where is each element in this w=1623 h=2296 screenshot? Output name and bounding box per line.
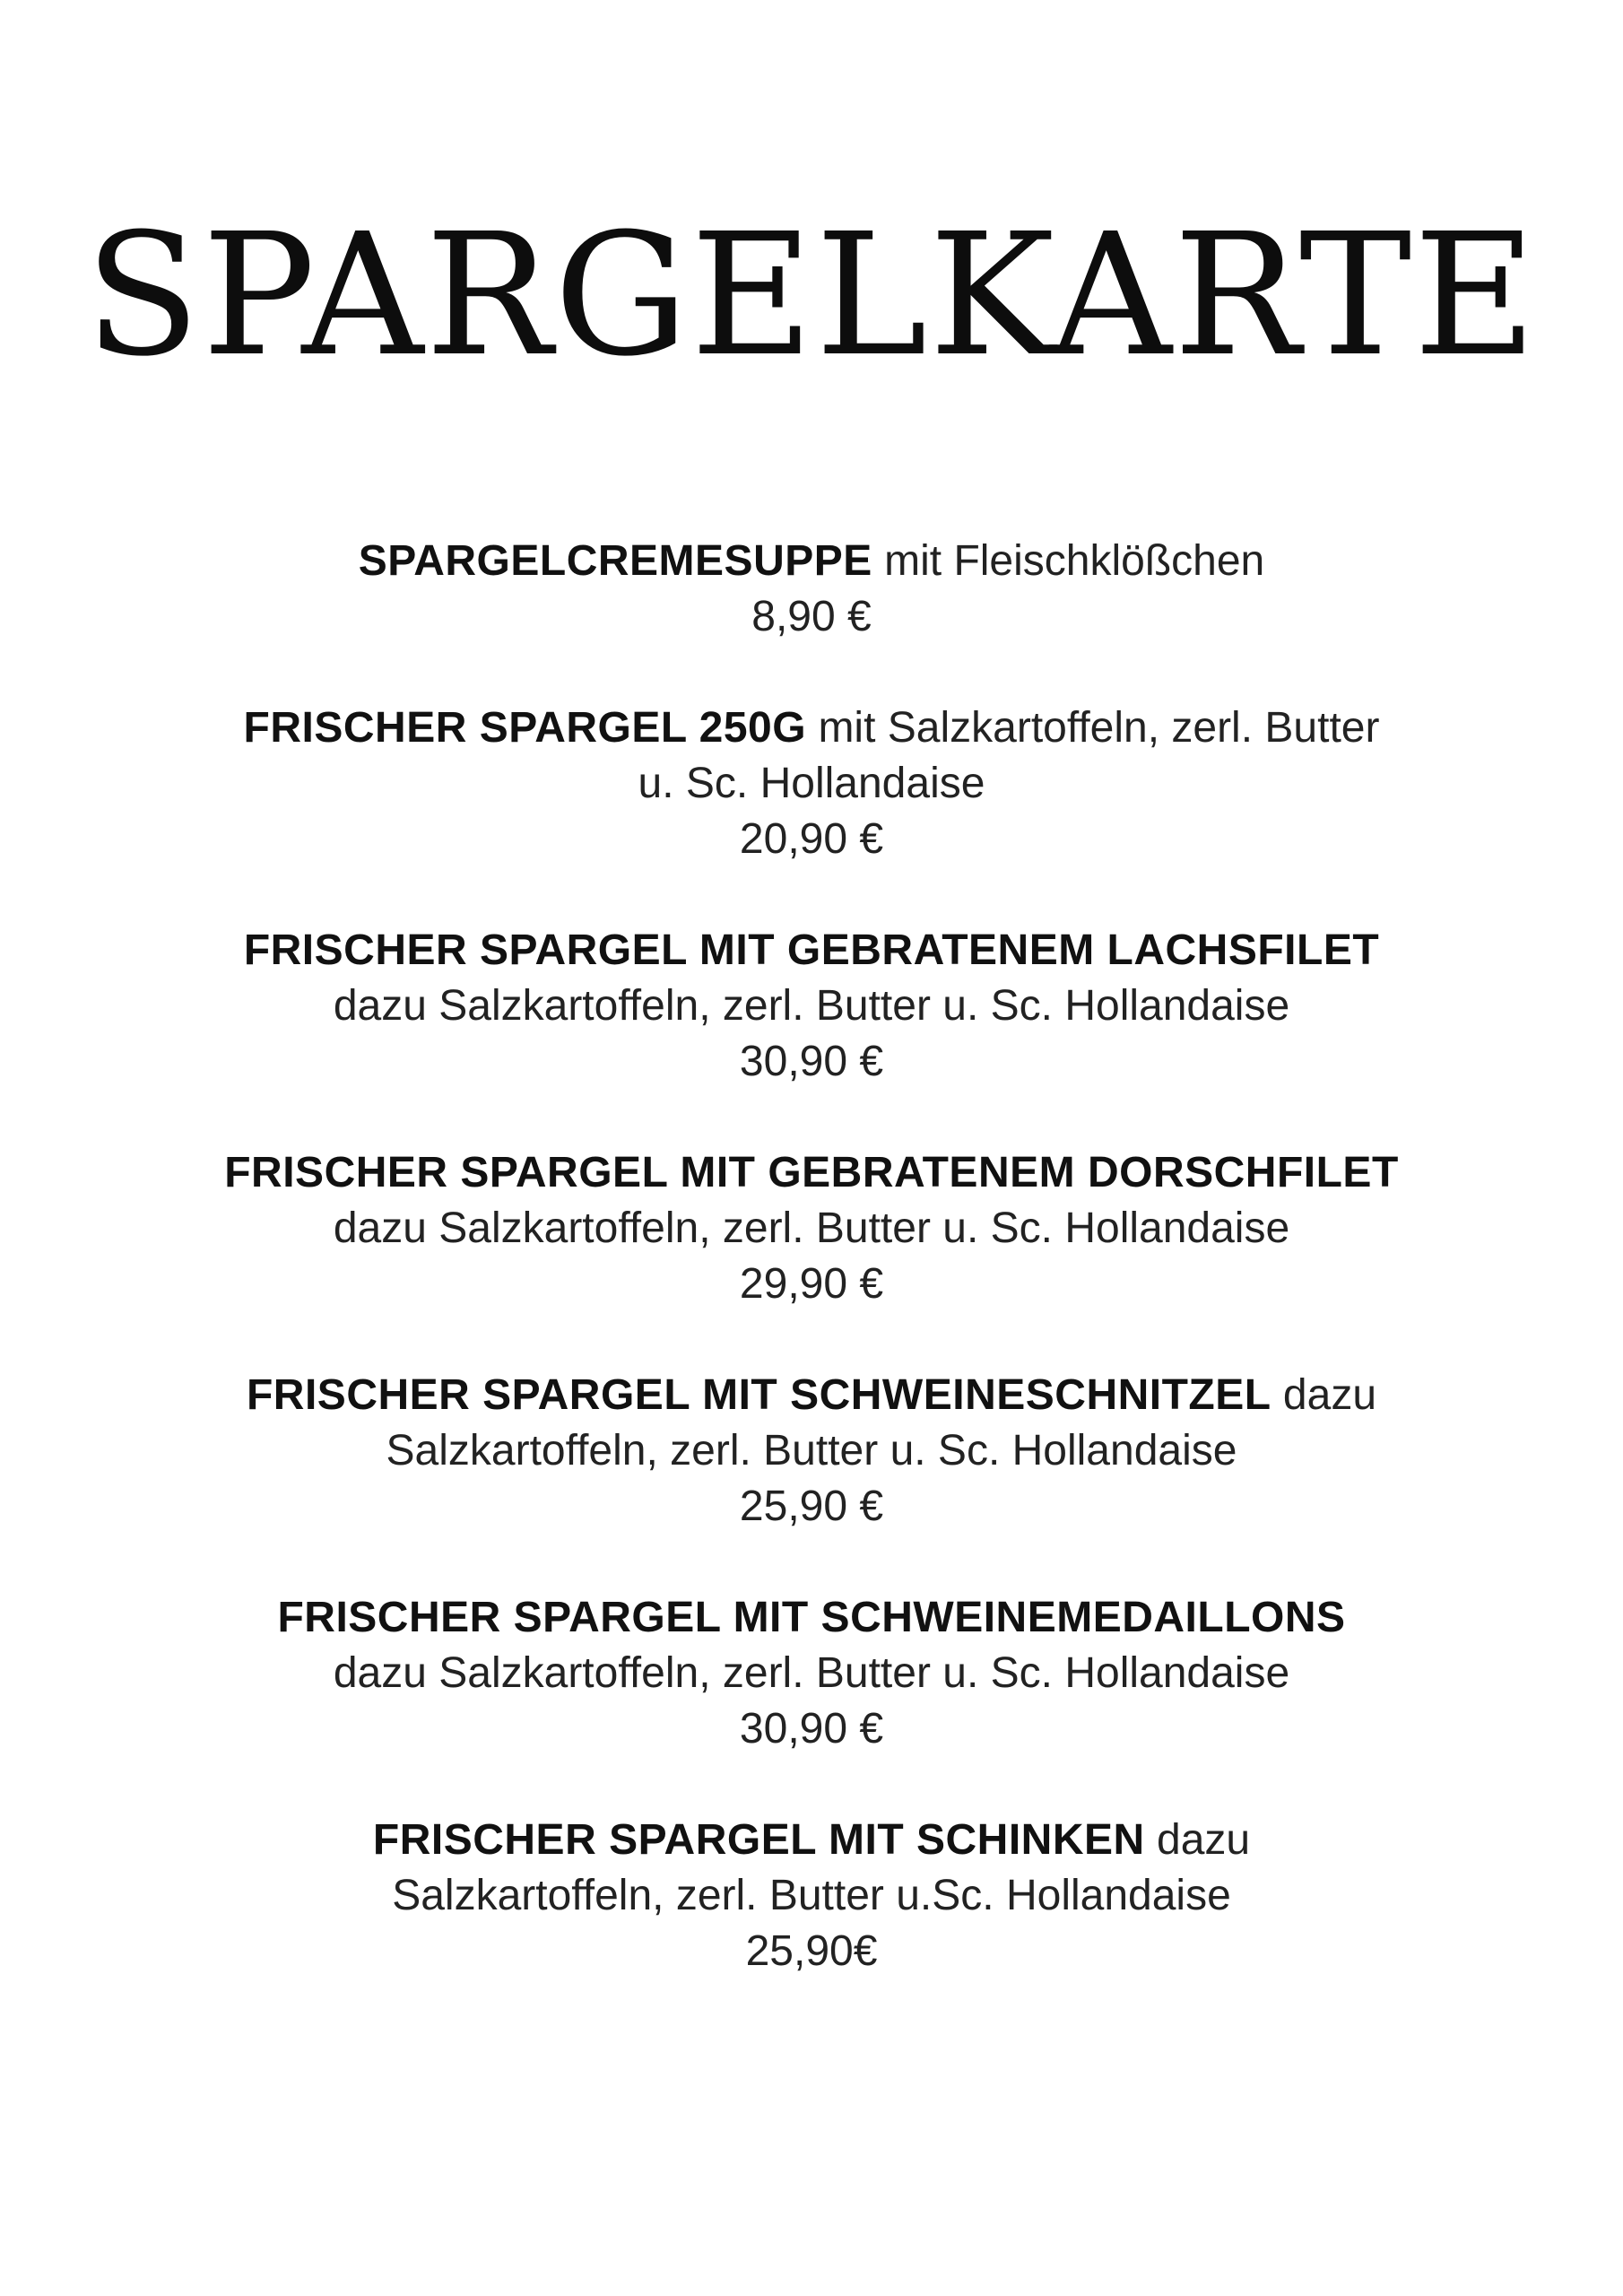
item-price: 30,90 € [739, 1705, 884, 1752]
menu-item [139, 1368, 1484, 1535]
item-price: 8,90 € [751, 593, 872, 640]
item-price: 20,90 € [739, 815, 884, 863]
item-description: mit Fleischklößchen [884, 537, 1265, 585]
item-description-line: Salzkartoffeln, zerl. Butter u. Sc. Hollandaise [386, 1427, 1237, 1474]
item-description-line: dazu Salzkartoffeln, zerl. Butter u. Sc. Hollandaise [333, 1205, 1290, 1252]
item-description-line: Salzkartoffeln, zerl. Butter u.Sc. Hollandaise [392, 1872, 1231, 1919]
item-name: FRISCHER SPARGEL MIT GEBRATENEM LACHSFILET [243, 926, 1380, 974]
menu-item [139, 700, 1484, 867]
menu-item [139, 1813, 1484, 1979]
item-headline [139, 1813, 1484, 1868]
menu-item [139, 1145, 1484, 1312]
item-description: dazu [1157, 1816, 1251, 1864]
menu-item [139, 923, 1484, 1090]
menu-list [0, 534, 1623, 2035]
menu-item [139, 1590, 1484, 1757]
item-price: 29,90 € [739, 1260, 884, 1308]
item-name: SPARGELCREMESUPPE [358, 537, 872, 585]
item-description-line: dazu Salzkartoffeln, zerl. Butter u. Sc. Hollandaise [333, 982, 1290, 1030]
page-title: SPARGELKARTE [84, 197, 1539, 394]
menu-item [139, 534, 1484, 645]
item-price: 30,90 € [739, 1038, 884, 1085]
item-name: FRISCHER SPARGEL MIT GEBRATENEM DORSCHFILET [224, 1149, 1399, 1196]
item-headline [139, 700, 1484, 756]
item-description-line: dazu Salzkartoffeln, zerl. Butter u. Sc. Hollandaise [333, 1649, 1290, 1697]
item-description: dazu [1282, 1371, 1377, 1419]
item-name: FRISCHER SPARGEL MIT SCHWEINEMEDAILLONS [277, 1594, 1346, 1641]
item-price: 25,90€ [745, 1927, 878, 1975]
item-headline [139, 1368, 1484, 1423]
item-headline [139, 534, 1484, 589]
item-description: mit Salzkartoffeln, zerl. Butter [818, 704, 1380, 752]
item-price: 25,90 € [739, 1483, 884, 1530]
item-name: FRISCHER SPARGEL MIT SCHWEINESCHNITZEL [246, 1371, 1271, 1419]
item-name: FRISCHER SPARGEL 250G [243, 704, 807, 752]
item-name: FRISCHER SPARGEL MIT SCHINKEN [372, 1816, 1145, 1864]
item-description-line: u. Sc. Hollandaise [638, 760, 985, 807]
